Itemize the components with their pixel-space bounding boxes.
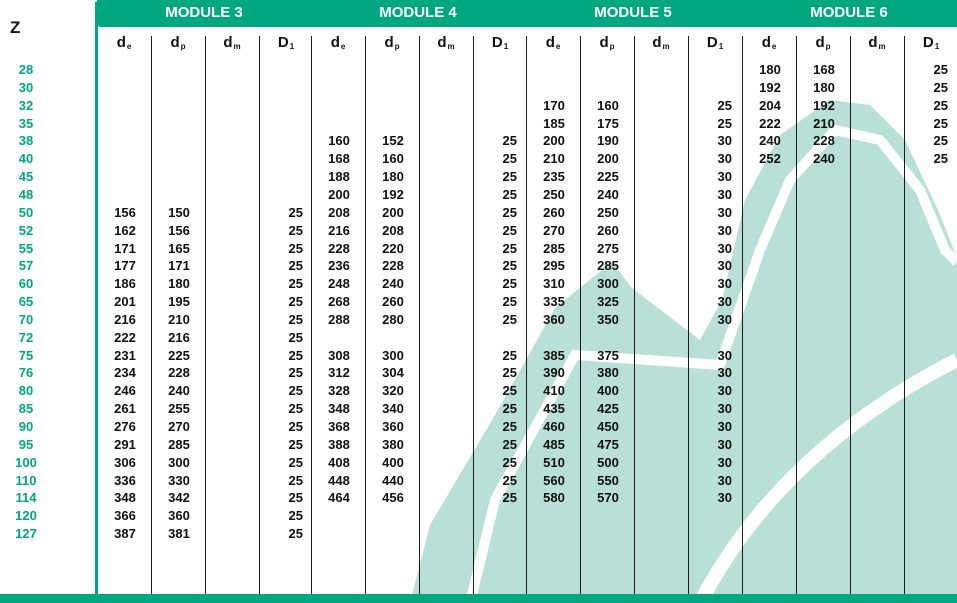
cell-d-e: 188 — [328, 169, 350, 185]
cell-d-e: 185 — [543, 115, 565, 131]
cell-D-1: 25 — [717, 97, 732, 113]
cell-D-1: 30 — [717, 436, 732, 452]
z-value: 30 — [18, 79, 34, 95]
cell-D-1: 25 — [288, 240, 303, 256]
cell-d-e: 231 — [114, 347, 136, 363]
z-value: 76 — [18, 365, 34, 381]
cell-D-1: 25 — [502, 258, 517, 274]
cell-d-e: 208 — [328, 204, 350, 220]
cell-D-1: 25 — [288, 347, 303, 363]
z-value: 65 — [18, 294, 34, 310]
cell-d-p: 500 — [597, 454, 619, 470]
cell-d-e: 228 — [328, 240, 350, 256]
col-header-D-1: $D_1$ — [277, 34, 295, 51]
cell-D-1: 25 — [502, 311, 517, 327]
cell-d-e: 288 — [328, 311, 350, 327]
z-value: 38 — [18, 133, 34, 149]
cell-d-p: 200 — [597, 151, 619, 167]
cell-D-1: 25 — [288, 311, 303, 327]
cell-d-p: 160 — [597, 97, 619, 113]
z-value: 85 — [18, 401, 34, 417]
cell-d-p: 225 — [597, 169, 619, 185]
cell-D-1: 30 — [717, 258, 732, 274]
cell-D-1: 25 — [502, 472, 517, 488]
cell-D-1: 30 — [717, 472, 732, 488]
cell-d-p: 360 — [168, 508, 190, 524]
cell-d-e: 464 — [328, 490, 350, 506]
cell-d-p: 320 — [382, 383, 404, 399]
cell-d-e: 435 — [543, 401, 565, 417]
cell-d-p: 325 — [597, 294, 619, 310]
cell-d-e: 235 — [543, 169, 565, 185]
cell-D-1: 30 — [717, 401, 732, 417]
cell-d-p: 150 — [168, 204, 190, 220]
cell-D-1: 25 — [502, 151, 517, 167]
cell-d-e: 261 — [114, 401, 136, 417]
cell-D-1: 25 — [502, 365, 517, 381]
cell-d-e: 448 — [328, 472, 350, 488]
cell-d-e: 387 — [114, 526, 136, 542]
cell-D-1: 25 — [502, 133, 517, 149]
col-header-d-e: $d_e$ — [116, 34, 132, 51]
cell-d-p: 285 — [168, 436, 190, 452]
cell-d-e: 510 — [543, 454, 565, 470]
cell-d-p: 180 — [168, 276, 190, 292]
z-value: 110 — [15, 472, 37, 488]
cell-d-e: 360 — [543, 311, 565, 327]
col-header-D-1: $D_1$ — [922, 34, 940, 51]
cell-D-1: 25 — [288, 222, 303, 238]
cell-D-1: 25 — [933, 151, 948, 167]
z-value: 55 — [18, 240, 34, 256]
col-header-d-p: $d_p$ — [170, 34, 186, 51]
cell-d-e: 204 — [759, 97, 781, 113]
cell-d-p: 440 — [382, 472, 404, 488]
cell-D-1: 30 — [717, 490, 732, 506]
cell-d-e: 385 — [543, 347, 565, 363]
cell-d-p: 330 — [168, 472, 190, 488]
cell-D-1: 25 — [288, 294, 303, 310]
cell-d-p: 200 — [382, 204, 404, 220]
cell-d-e: 171 — [114, 240, 136, 256]
cell-D-1: 25 — [502, 222, 517, 238]
column-divider — [473, 36, 474, 594]
cell-d-p: 300 — [597, 276, 619, 292]
cell-D-1: 25 — [502, 383, 517, 399]
col-header-d-p: $d_p$ — [815, 34, 831, 51]
cell-d-e: 408 — [328, 454, 350, 470]
cell-d-p: 550 — [597, 472, 619, 488]
cell-D-1: 25 — [933, 133, 948, 149]
module-3-header: MODULE 3 — [165, 4, 243, 21]
cell-D-1: 30 — [717, 169, 732, 185]
cell-D-1: 25 — [288, 419, 303, 434]
cell-D-1: 25 — [717, 115, 732, 131]
cell-d-e: 234 — [114, 365, 136, 381]
cell-d-p: 270 — [168, 419, 190, 434]
col-header-d-m: $d_m$ — [223, 34, 241, 51]
cell-d-p: 175 — [597, 115, 619, 131]
cell-d-p: 340 — [382, 401, 404, 417]
cell-d-e: 308 — [328, 347, 350, 363]
col-header-d-m: $d_m$ — [652, 34, 670, 51]
column-divider — [688, 36, 689, 594]
col-header-d-e: $d_e$ — [761, 34, 777, 51]
z-value: 75 — [18, 347, 34, 363]
cell-d-p: 216 — [168, 329, 190, 345]
cell-D-1: 30 — [717, 365, 732, 381]
cell-d-e: 348 — [328, 401, 350, 417]
cell-d-e: 177 — [114, 258, 136, 274]
z-value: 60 — [18, 276, 34, 292]
col-header-d-m: $d_m$ — [868, 34, 886, 51]
cell-D-1: 25 — [288, 508, 303, 524]
cell-d-p: 210 — [813, 115, 835, 131]
cell-d-e: 335 — [543, 294, 565, 310]
cell-D-1: 25 — [933, 62, 948, 77]
cell-d-e: 285 — [543, 240, 565, 256]
cell-D-1: 25 — [502, 240, 517, 256]
cell-d-e: 260 — [543, 204, 565, 220]
cell-D-1: 25 — [288, 276, 303, 292]
cell-D-1: 25 — [502, 186, 517, 202]
cell-d-p: 180 — [382, 169, 404, 185]
cell-D-1: 25 — [288, 401, 303, 417]
cell-d-p: 192 — [813, 97, 835, 113]
cell-D-1: 25 — [288, 454, 303, 470]
cell-d-e: 560 — [543, 472, 565, 488]
cell-D-1: 25 — [288, 526, 303, 542]
cell-d-p: 228 — [813, 133, 835, 149]
cell-D-1: 30 — [717, 294, 732, 310]
cell-d-p: 450 — [597, 419, 619, 434]
cell-d-e: 246 — [114, 383, 136, 399]
cell-d-e: 200 — [328, 186, 350, 202]
cell-d-e: 192 — [759, 79, 781, 95]
cell-d-e: 460 — [543, 419, 565, 434]
cell-d-p: 300 — [382, 347, 404, 363]
cell-D-1: 30 — [717, 419, 732, 434]
cell-d-e: 186 — [114, 276, 136, 292]
cell-D-1: 25 — [502, 276, 517, 292]
cell-d-p: 304 — [382, 365, 404, 381]
module-5-header: MODULE 5 — [594, 4, 672, 21]
cell-d-p: 168 — [813, 62, 835, 77]
cell-d-e: 328 — [328, 383, 350, 399]
cell-d-p: 475 — [597, 436, 619, 452]
cell-d-p: 220 — [382, 240, 404, 256]
cell-D-1: 30 — [717, 204, 732, 220]
cell-D-1: 25 — [502, 419, 517, 434]
cell-d-p: 156 — [168, 222, 190, 238]
cell-d-e: 268 — [328, 294, 350, 310]
cell-D-1: 30 — [717, 347, 732, 363]
cell-d-e: 156 — [114, 204, 136, 220]
cell-d-e: 216 — [328, 222, 350, 238]
col-header-d-p: $d_p$ — [384, 34, 400, 51]
z-header: Z — [10, 18, 21, 37]
cell-d-p: 380 — [597, 365, 619, 381]
cell-d-e: 248 — [328, 276, 350, 292]
cell-d-p: 570 — [597, 490, 619, 506]
cell-D-1: 25 — [502, 347, 517, 363]
cell-d-e: 390 — [543, 365, 565, 381]
cell-d-p: 225 — [168, 347, 190, 363]
col-header-d-p: $d_p$ — [599, 34, 615, 51]
cell-d-p: 228 — [168, 365, 190, 381]
z-value: 95 — [18, 436, 34, 452]
cell-D-1: 25 — [288, 436, 303, 452]
cell-D-1: 25 — [502, 169, 517, 185]
module-4-header: MODULE 4 — [379, 4, 457, 21]
cell-d-e: 306 — [114, 454, 136, 470]
z-value: 40 — [18, 151, 34, 167]
cell-d-p: 240 — [382, 276, 404, 292]
cell-d-p: 171 — [168, 258, 190, 274]
cell-d-e: 368 — [328, 419, 350, 434]
cell-d-e: 270 — [543, 222, 565, 238]
cell-d-e: 170 — [543, 97, 565, 113]
cell-d-p: 228 — [382, 258, 404, 274]
cell-d-p: 260 — [382, 294, 404, 310]
module-6-header: MODULE 6 — [810, 4, 888, 21]
cell-d-p: 275 — [597, 240, 619, 256]
cell-d-e: 162 — [114, 222, 136, 238]
cell-d-e: 310 — [543, 276, 565, 292]
col-header-D-1: $D_1$ — [706, 34, 724, 51]
cell-d-e: 336 — [114, 472, 136, 488]
cell-D-1: 25 — [933, 115, 948, 131]
col-header-D-1: $D_1$ — [491, 34, 509, 51]
cell-D-1: 30 — [717, 186, 732, 202]
cell-d-e: 291 — [114, 436, 136, 452]
z-value: 57 — [18, 258, 34, 274]
z-value: 80 — [18, 383, 34, 399]
z-value: 120 — [15, 508, 37, 524]
cell-D-1: 25 — [288, 365, 303, 381]
z-value: 70 — [18, 311, 34, 327]
z-value: 72 — [18, 329, 34, 345]
cell-D-1: 25 — [933, 79, 948, 95]
cell-d-e: 388 — [328, 436, 350, 452]
z-value: 52 — [18, 222, 34, 238]
column-divider — [904, 36, 905, 594]
cell-d-p: 190 — [597, 133, 619, 149]
cell-d-p: 360 — [382, 419, 404, 434]
cell-D-1: 30 — [717, 383, 732, 399]
cell-D-1: 25 — [288, 472, 303, 488]
cell-d-e: 216 — [114, 311, 136, 327]
column-divider — [259, 36, 260, 594]
cell-d-p: 208 — [382, 222, 404, 238]
cell-D-1: 25 — [933, 97, 948, 113]
cell-D-1: 25 — [288, 204, 303, 220]
cell-d-p: 210 — [168, 311, 190, 327]
cell-D-1: 30 — [717, 133, 732, 149]
cell-d-e: 366 — [114, 508, 136, 524]
cell-d-e: 180 — [759, 62, 781, 77]
cell-d-p: 342 — [168, 490, 190, 506]
cell-D-1: 25 — [288, 329, 303, 345]
cell-d-p: 152 — [382, 133, 404, 149]
cell-d-p: 180 — [813, 79, 835, 95]
cell-d-p: 250 — [597, 204, 619, 220]
cell-D-1: 30 — [717, 222, 732, 238]
z-value: 100 — [15, 454, 37, 470]
cell-d-p: 192 — [382, 186, 404, 202]
cell-D-1: 30 — [717, 311, 732, 327]
z-value: 127 — [15, 526, 37, 542]
cell-D-1: 25 — [502, 294, 517, 310]
cell-d-e: 168 — [328, 151, 350, 167]
cell-D-1: 25 — [288, 258, 303, 274]
bottom-bar — [0, 594, 957, 603]
cell-d-e: 485 — [543, 436, 565, 452]
col-header-d-e: $d_e$ — [545, 34, 561, 51]
z-value: 90 — [18, 419, 34, 434]
z-value: 35 — [18, 115, 34, 131]
cell-d-p: 240 — [168, 383, 190, 399]
cell-d-e: 250 — [543, 186, 565, 202]
cell-D-1: 30 — [717, 276, 732, 292]
cell-d-e: 240 — [759, 133, 781, 149]
cell-d-p: 425 — [597, 401, 619, 417]
cell-d-e: 348 — [114, 490, 136, 506]
cell-d-p: 280 — [382, 311, 404, 327]
cell-d-p: 285 — [597, 258, 619, 274]
cell-D-1: 25 — [288, 490, 303, 506]
cell-d-e: 252 — [759, 151, 781, 167]
cell-d-p: 160 — [382, 151, 404, 167]
cell-d-p: 165 — [168, 240, 190, 256]
z-value: 45 — [18, 169, 34, 185]
cell-D-1: 25 — [502, 436, 517, 452]
cell-d-p: 240 — [813, 151, 835, 167]
cell-d-p: 381 — [168, 526, 190, 542]
cell-d-p: 240 — [597, 186, 619, 202]
cell-D-1: 30 — [717, 240, 732, 256]
cell-d-e: 222 — [759, 115, 781, 131]
cell-d-e: 200 — [543, 133, 565, 149]
cell-d-e: 276 — [114, 419, 136, 434]
cell-D-1: 25 — [502, 490, 517, 506]
cell-D-1: 30 — [717, 151, 732, 167]
cell-d-e: 580 — [543, 490, 565, 506]
cell-D-1: 25 — [502, 401, 517, 417]
cell-D-1: 30 — [717, 454, 732, 470]
cell-d-p: 195 — [168, 294, 190, 310]
z-value: 48 — [18, 186, 34, 202]
z-value: 114 — [15, 490, 37, 506]
cell-d-p: 260 — [597, 222, 619, 238]
cell-d-e: 222 — [114, 329, 136, 345]
cell-d-p: 350 — [597, 311, 619, 327]
z-value: 28 — [18, 62, 34, 77]
cell-d-e: 410 — [543, 383, 565, 399]
cell-d-e: 160 — [328, 133, 350, 149]
cell-d-p: 456 — [382, 490, 404, 506]
cell-d-e: 201 — [114, 294, 136, 310]
cell-d-p: 400 — [382, 454, 404, 470]
cell-d-p: 380 — [382, 436, 404, 452]
cell-d-e: 210 — [543, 151, 565, 167]
z-value: 32 — [18, 97, 34, 113]
cell-d-p: 300 — [168, 454, 190, 470]
cell-d-p: 375 — [597, 347, 619, 363]
cell-d-e: 236 — [328, 258, 350, 274]
cell-D-1: 25 — [502, 204, 517, 220]
cell-d-e: 295 — [543, 258, 565, 274]
cell-d-p: 400 — [597, 383, 619, 399]
col-header-d-e: $d_e$ — [330, 34, 346, 51]
cell-D-1: 25 — [288, 383, 303, 399]
col-header-d-m: $d_m$ — [437, 34, 455, 51]
cell-d-e: 312 — [328, 365, 350, 381]
z-value: 50 — [18, 204, 34, 220]
cell-D-1: 25 — [502, 454, 517, 470]
cell-d-p: 255 — [168, 401, 190, 417]
